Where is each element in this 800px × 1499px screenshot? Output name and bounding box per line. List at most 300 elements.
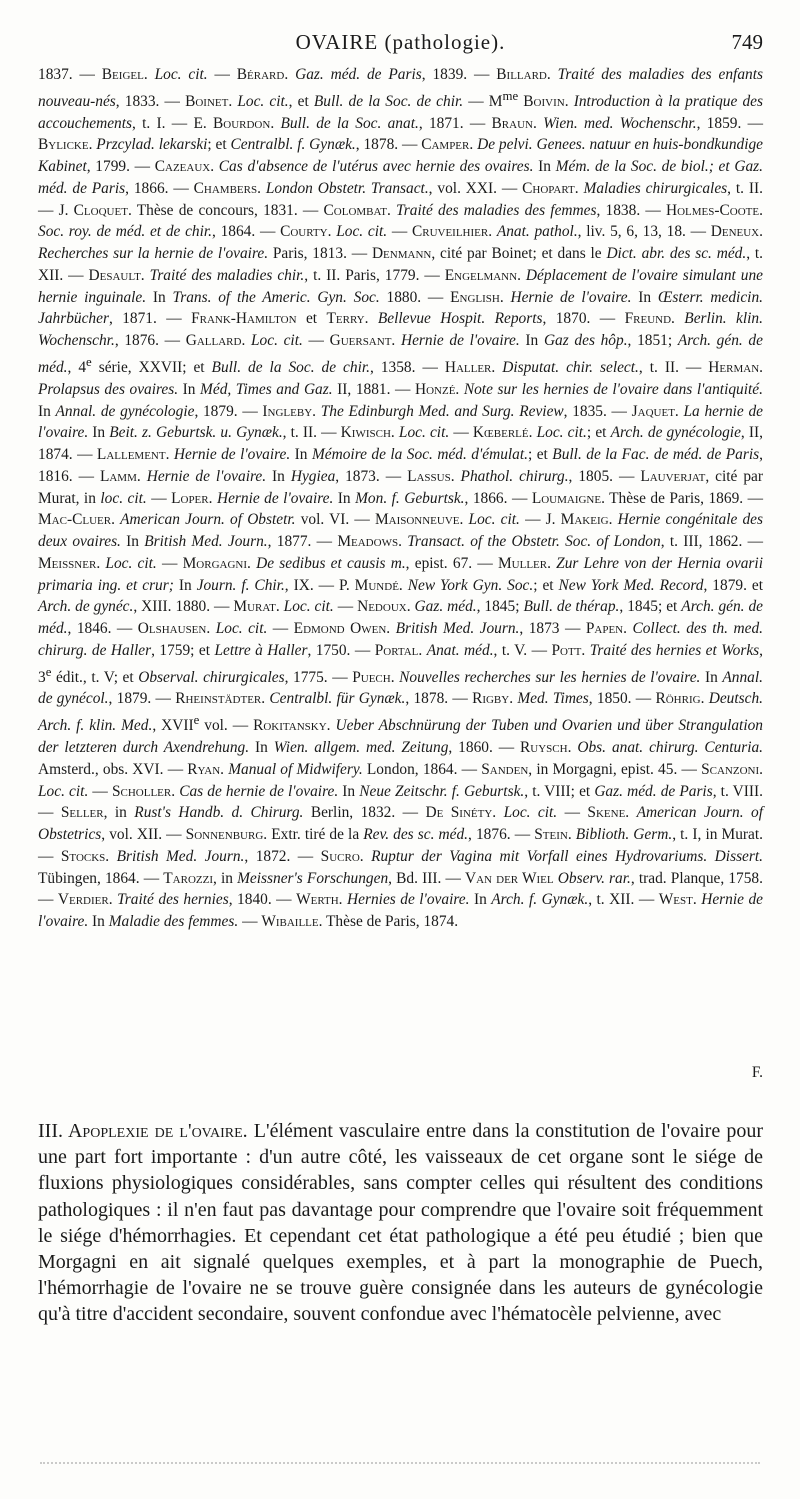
section-body: L'élément vasculaire entre dans la constitution de l'ovaire pour une part fort importante : d'un autre côté, les vaisseaux de cet organe sont le siége de fluxions physiologiques considérables, sans compter celles qui résultent des conditions pathologiques : il n'en faut pas davantage pour comprendre que l'ovaire soit fréquemment le siége d'hémorrhagies. Et cependant cet état pathologique a été peu étudié ; bien que Morgagni en ait signalé quelques exemples, et à part la monographie de Puech, l'hémorrhagie de l'ovaire ne se trouve guère consignée dans les auteurs de gynécologie qu'à titre d'accident secondaire, souvent confondue avec l'hématocèle pelvienne, avec <box>38 1120 763 1326</box>
bib-title: Beit. z. Geburtsk. u. Gynæk. <box>109 424 283 442</box>
bib-text: — <box>238 913 262 930</box>
bib-author: Kœberlé <box>472 424 529 442</box>
bib-text: . <box>143 66 155 83</box>
bib-title: Annal. de gynécologie <box>55 402 195 420</box>
bib-author: Ingleby <box>262 402 313 420</box>
bib-text: , 1839. — <box>421 66 497 83</box>
bib-text: , 1876. — <box>468 826 535 843</box>
bib-text: . <box>275 598 284 616</box>
bib-text: , t. VIII; et <box>524 782 595 800</box>
bib-title: Hernie de l'ovaire. <box>173 446 291 463</box>
bib-title: Traité des maladies des enfants nouveau-nés <box>38 66 763 110</box>
bib-text: . <box>241 332 251 350</box>
bib-title: Hernie de l'ovaire. <box>146 467 267 485</box>
bib-author: Muller <box>497 554 548 572</box>
bib-text: , 1840. — <box>228 891 297 909</box>
bib-text: , cité par Murat, in <box>38 467 763 507</box>
bib-author: Ryan <box>187 760 221 778</box>
bib-text: . <box>140 266 150 284</box>
bib-text: . <box>567 826 576 843</box>
bib-title: Disputat. chir. select. <box>502 359 639 376</box>
bib-text: ; et <box>207 136 231 154</box>
bib-author: Bérard <box>236 66 285 83</box>
bib-text: , t. V. — <box>493 641 552 659</box>
bib-author: Guersant <box>329 332 392 350</box>
bib-text: . <box>623 620 633 637</box>
bib-text: — <box>557 804 588 822</box>
bib-author: Edmond Owen <box>293 620 387 637</box>
bib-superscript: e <box>193 713 200 728</box>
bib-title: Bellevue Hospit. Reports <box>377 310 543 328</box>
bib-title: Bull. de thérap. <box>523 598 620 616</box>
bib-title: Gaz. méd. de Paris <box>594 782 713 800</box>
bib-author: Camper <box>421 136 470 154</box>
bib-text: , XIII. 1880. — <box>133 598 234 616</box>
bib-text: , 1845; et <box>619 598 682 616</box>
bib-author: Chambers <box>193 179 258 197</box>
bleed-through-line <box>40 1462 760 1468</box>
bib-text: . <box>459 511 469 529</box>
bib-author: Maisonneuve <box>374 511 460 529</box>
bib-text: . <box>208 489 217 507</box>
bib-text: . <box>700 690 709 708</box>
bib-text: — <box>302 332 330 350</box>
bib-text: . <box>96 554 106 572</box>
bib-author: Sucro <box>320 847 360 865</box>
bib-text: . <box>759 201 763 219</box>
bib-text: , 1873 — <box>519 620 586 637</box>
bib-title: Annal. de gynécol. <box>38 668 763 708</box>
bib-author: Desault <box>88 266 141 284</box>
bib-title: Ruptur der Vagina mit Vorfall eines Hydrovariums. Dissert. <box>371 847 763 865</box>
bib-author: Beigel <box>101 66 144 83</box>
bib-text: , liv. 5, 6, 13, 18. — <box>577 223 711 241</box>
bib-text: . <box>391 332 401 350</box>
bib-title: Loc. cit. <box>336 223 388 241</box>
bib-title: Loc. cit. <box>215 620 268 637</box>
bib-title: loc. cit. <box>100 489 147 507</box>
bib-text: 1880. — <box>379 288 451 306</box>
bib-author: Wibaille <box>261 913 319 930</box>
bib-title: Ueber Abschnürung der Tuben und Ovarien und über Strangulation der letzteren durch Axendrehung. <box>38 717 763 756</box>
bib-text: Berlin, 1832. — <box>303 804 426 822</box>
bib-text: , 1871. — <box>418 114 492 132</box>
bib-title: Loc. cit. <box>237 92 289 110</box>
bib-author: Mundé <box>354 576 399 594</box>
bib-title: Bull. de la Soc. anat. <box>280 114 419 132</box>
bib-title: New York Gyn. Soc. <box>407 576 534 594</box>
bib-text: vol. — <box>199 717 254 735</box>
bib-text: , 1879. — <box>108 690 176 708</box>
bib-text: . <box>674 402 684 420</box>
bib-text: . <box>488 223 497 241</box>
bib-text: , in <box>213 869 238 887</box>
bib-text: série, XXVII; et <box>91 359 212 376</box>
bib-author: English <box>450 288 500 306</box>
bib-text: In <box>146 288 173 306</box>
bib-author: Röhrig <box>655 690 701 708</box>
bib-title: Traité des maladies chir. <box>149 266 305 284</box>
bib-text: Paris, 1813. — <box>268 245 372 263</box>
running-title: OVAIRE (pathologie). <box>295 30 506 54</box>
bib-text: In <box>249 739 274 756</box>
bib-author: Boinet <box>185 92 229 110</box>
bib-text: . <box>418 641 427 659</box>
bib-text: In <box>469 891 492 909</box>
bib-author: Loper <box>171 489 209 507</box>
bib-text: . <box>326 717 336 735</box>
bib-author: Billard <box>496 66 547 83</box>
bib-title: Hernie congénitale des deux ovaires. <box>38 511 763 550</box>
bib-title: Maladies chirurgicales <box>583 179 728 197</box>
bib-title: Hygiea <box>290 467 336 485</box>
section-apoplexie <box>38 1118 763 1328</box>
bib-text: , 1838. — <box>596 201 666 219</box>
bib-text: In <box>88 913 109 930</box>
bib-author: Tarozzi <box>163 869 213 887</box>
bib-text: , 1759; et <box>151 641 215 659</box>
bib-author: Bourdon <box>212 114 271 132</box>
bib-author: Lallement <box>96 446 166 463</box>
bib-text: ; et <box>533 576 559 594</box>
bib-superscript: e <box>86 354 92 369</box>
bib-title: Arch. de gynéc. <box>38 598 134 616</box>
bib-author: Lamm <box>99 467 137 485</box>
bib-title: Wien. med. Wochenschr. <box>543 114 697 132</box>
bib-text: . Thèse de Paris, 1869. — <box>601 489 763 507</box>
bib-author: Sonnenburg <box>185 826 264 843</box>
bib-text: — <box>267 620 294 637</box>
bib-text: . <box>390 668 400 686</box>
bib-title: Manual of Midwifery. <box>228 760 363 778</box>
bib-text: , t. VIII. — <box>38 782 763 822</box>
bib-title: Nouvelles recherches sur les hernies de l'ovaire. <box>399 668 701 686</box>
bib-author: Colombat <box>323 201 387 219</box>
bib-text: , 1850. — <box>588 690 656 708</box>
bib-title: Loc. cit. <box>105 554 157 572</box>
bib-title: Dict. abr. des sc. méd. <box>606 245 747 263</box>
bib-text: . <box>499 288 511 306</box>
bib-title: De sedibus et causis m. <box>256 554 406 572</box>
bib-text: . <box>547 554 557 572</box>
bib-title: Med. Times <box>517 690 589 708</box>
bib-text: . <box>567 739 578 756</box>
bib-text: , 1358. — <box>370 359 445 376</box>
bib-text: , 1845; <box>476 598 524 616</box>
bib-title: Transact. of the Obstetr. Soc. of London <box>407 533 661 550</box>
bib-title: De pelvi. Genees. natuur en huis-bondkundige Kabinet <box>38 136 764 176</box>
bib-text: . <box>88 136 97 154</box>
bib-title: Gaz. méd. <box>414 598 477 616</box>
bib-title: Traité des maladies des femmes <box>396 201 597 219</box>
bib-text: . <box>671 310 685 328</box>
bib-title: Obs. anat. chirurg. Centuria. <box>577 739 764 756</box>
bib-author: Holmes-Coote <box>666 201 760 219</box>
bib-text: . <box>492 804 504 822</box>
bib-text: . <box>692 891 702 909</box>
bib-title: Loc. cit. <box>154 66 208 83</box>
bib-author: Ruysch <box>520 739 568 756</box>
bib-text: , 1876. — <box>114 332 186 350</box>
bib-title: Note sur les hernies de l'ovaire dans l'antiquité. <box>463 380 763 398</box>
bib-superscript: e <box>45 664 52 679</box>
bib-text: , 1805. — <box>568 467 641 485</box>
bib-title: Loc. cit. <box>503 804 558 822</box>
bib-title: Deutsch. Arch. f. klin. Med. <box>38 690 763 735</box>
bib-text: , 1864. — <box>212 223 281 241</box>
bib-title: Arch. de gynécologie <box>610 424 741 442</box>
bib-text: , t. XII. — <box>588 891 659 909</box>
bib-text: . <box>261 690 270 708</box>
bib-text: . <box>111 511 121 529</box>
bib-author: Meissner <box>38 554 97 572</box>
bib-title: Bull. de la Soc. de chir. <box>313 92 464 110</box>
bib-text: , Bd. III. — <box>388 869 465 887</box>
bib-text: . Extr. tiré de la <box>263 826 364 843</box>
bib-text: . <box>759 223 763 241</box>
bib-title: American Journ. of Obstetrics <box>38 804 763 843</box>
bib-text: , 1871. — <box>108 310 192 328</box>
bib-author: Scanzoni <box>701 760 760 778</box>
bib-text: In <box>266 467 291 485</box>
bib-text: In <box>120 533 145 550</box>
bib-title: Wien. allgem. med. Zeitung <box>273 739 449 756</box>
bib-text: . <box>220 760 229 778</box>
bib-text: . <box>171 782 180 800</box>
bib-title: Méd, Times and Gaz. <box>200 380 333 398</box>
bib-text: — <box>207 66 237 83</box>
bib-author: Stocks <box>60 847 106 865</box>
bib-text: , 1835. — <box>563 402 632 420</box>
bib-author: Bylicke <box>38 136 89 154</box>
bib-title: Observal. chirurgicales <box>138 668 285 686</box>
bib-text: . <box>228 92 238 110</box>
bib-author: Deneux <box>710 223 760 241</box>
bib-text: , 1860. — <box>448 739 521 756</box>
bib-text: . <box>528 424 537 442</box>
bib-author: Freund <box>624 310 672 328</box>
bib-title: Prolapsus des ovaires. <box>38 380 179 398</box>
bib-text: , 1833. — <box>115 92 186 110</box>
bib-text: . <box>364 310 378 328</box>
bib-text: , epist. 67. — <box>405 554 498 572</box>
bib-author: Van der Wiel <box>464 869 554 887</box>
bib-text: , 1859. — <box>696 114 763 132</box>
bib-author: Lassus <box>407 467 451 485</box>
bib-text: , t. XII. — <box>38 245 763 284</box>
bib-title: Cas d'absence de l'utérus avec hernie des ovaires. <box>218 158 534 176</box>
bib-text: , 1870. — <box>542 310 625 328</box>
bib-text: II, 1881. — <box>332 380 415 398</box>
bib-text: édit., t. V; et <box>51 668 139 686</box>
bib-author: Boivin <box>523 92 565 110</box>
bib-author: Papen <box>585 620 624 637</box>
bib-author: Portal <box>374 641 419 659</box>
bib-title: Loc. cit. <box>536 424 587 442</box>
bib-text: In <box>38 402 56 420</box>
bib-author: Honzé <box>414 380 456 398</box>
bib-author: Makeig <box>560 511 609 529</box>
bib-text: In <box>700 668 723 686</box>
page-number: 749 <box>731 30 763 54</box>
bib-text: . <box>105 847 117 865</box>
bib-author: Haller <box>444 359 492 376</box>
bib-text: , 4 <box>67 359 87 376</box>
bib-author: De Sinéty <box>425 804 493 822</box>
bib-text: ; et <box>528 446 553 463</box>
bib-text: , 1873. — <box>335 467 408 485</box>
bib-author: Verdier <box>57 891 109 909</box>
bib-text: . <box>165 446 174 463</box>
bib-text: — M <box>463 92 503 110</box>
bib-author: Herman <box>708 359 760 376</box>
bib-title: Gaz des hôp. <box>543 332 628 350</box>
bib-text: In <box>178 380 201 398</box>
bib-title: Loc. cit. <box>468 511 520 529</box>
bib-text: — <box>333 598 358 616</box>
bib-title: Berlin. klin. Wochenschr. <box>38 310 763 350</box>
bib-title: Anat. méd. <box>426 641 494 659</box>
bib-text: — <box>156 554 183 572</box>
bib-text: . Thèse de concours, 1831. — <box>127 201 324 219</box>
bib-title: Biblioth. Germ. <box>575 826 673 843</box>
bib-text: , II, 1874. — <box>38 424 763 463</box>
bib-text: , 1879. et <box>703 576 764 594</box>
bib-title: Mémoire de la Soc. méd. d'émulat. <box>311 446 528 463</box>
bib-text: , t. I. — E. <box>132 114 213 132</box>
bib-superscript: me <box>502 88 519 103</box>
bib-title: Hernies de l'ovaire. <box>347 891 470 909</box>
bib-title: Observ. rar. <box>557 869 631 887</box>
bib-text: vol. VI. — <box>295 511 375 529</box>
bib-title: Centralbl. f. Gynæk. <box>230 136 356 154</box>
bib-author: Pott <box>551 641 582 659</box>
bib-author: Cloquet <box>73 201 128 219</box>
bib-title: Rev. des sc. méd. <box>363 826 469 843</box>
bib-title: Traité des hernies et Works <box>589 641 760 659</box>
bib-title: Loc. cit. <box>38 782 89 800</box>
bib-text: In <box>333 489 356 507</box>
bib-author: Terry <box>326 310 365 328</box>
bib-text: ; et <box>586 424 611 442</box>
bib-text: , vol. XXI. — <box>428 179 523 197</box>
bib-text: . <box>450 467 461 485</box>
bib-text: . <box>108 891 118 909</box>
bib-text: . <box>390 424 399 442</box>
bib-title: Hernie de l'ovaire. <box>510 288 632 306</box>
bib-text: In <box>173 576 197 594</box>
bib-title: New York Med. Record <box>558 576 704 594</box>
bib-title: Meissner's Forschungen <box>237 869 389 887</box>
bib-author: Engelmann <box>444 266 518 284</box>
bib-text: London, 1864. — <box>362 760 482 778</box>
bib-title: Maladie des femmes. <box>108 913 239 930</box>
bib-title: Anat. pathol. <box>496 223 578 241</box>
bib-title: Rust's Handb. d. Chirurg. <box>134 804 304 822</box>
bib-text: In <box>631 288 658 306</box>
bib-text: . <box>574 179 584 197</box>
bib-text: . <box>564 92 574 110</box>
bib-text: . <box>270 114 281 132</box>
bib-title: The Edinburgh Med. and Surg. Review <box>320 402 564 420</box>
bib-text: , XVII <box>152 717 194 735</box>
bib-text: , 1851; <box>627 332 678 350</box>
bib-text: . Thèse de Paris, 1874. <box>318 913 459 930</box>
bib-author: Jaquet <box>631 402 675 420</box>
bib-text: et <box>296 310 327 328</box>
bib-text: . <box>517 266 526 284</box>
author-signature: F. <box>751 1064 763 1081</box>
bib-author: Braun <box>491 114 533 132</box>
bib-author: Gallard <box>185 332 242 350</box>
bib-text: , 1866. — <box>464 489 532 507</box>
bib-author: Cazeaux <box>154 158 211 176</box>
bib-text: , t. III, 1862. — <box>660 533 763 550</box>
bib-text: , t. II. Paris, 1779. — <box>304 266 445 284</box>
bib-title: London Obstetr. Transact. <box>265 179 429 197</box>
bib-text: , cité par Boinet; et dans le <box>431 245 607 263</box>
bib-text: , 3 <box>38 641 764 686</box>
bib-text: . <box>581 641 590 659</box>
bib-title: Phathol. chirurg. <box>460 467 569 485</box>
bib-text: , t. II. — J. <box>38 179 763 219</box>
bib-title: American Journ. of Obstetr. <box>120 511 296 529</box>
bib-title: Trans. of the Americ. Gyn. Soc. <box>172 288 380 306</box>
bib-text: , 1750. — <box>307 641 375 659</box>
bib-title: Centralbl. für Gynæk. <box>269 690 406 708</box>
bib-title: Œsterr. medicin. Jahrbücher <box>38 288 763 328</box>
bib-author: Nedoux <box>357 598 407 616</box>
bib-text: . <box>532 114 544 132</box>
bib-title: Arch. gén. de méd. <box>38 332 763 376</box>
bib-text: , 1799. — <box>86 158 155 176</box>
bib-text: , 1877. — <box>267 533 338 550</box>
bib-author: Denmann <box>371 245 432 263</box>
bib-title: Loc. cit. <box>283 598 334 616</box>
bib-author: Puech <box>352 668 391 686</box>
bib-text: , 1879. — <box>194 402 263 420</box>
running-header <box>38 30 763 60</box>
bib-text: . <box>759 760 763 778</box>
bib-title: Traité des hernies <box>117 891 229 909</box>
bib-text: . <box>509 690 518 708</box>
bib-text: — <box>146 489 172 507</box>
bibliography-block <box>38 64 763 933</box>
bib-title: Przcylad. lekarski <box>96 136 208 154</box>
bib-title: Hernie de l'ovaire. <box>38 891 763 930</box>
bib-text: , 1872. — <box>244 847 321 865</box>
bib-text: Tübingen, 1864. — <box>38 869 164 887</box>
bib-author: Lauverjat <box>640 467 706 485</box>
bib-text: . <box>406 598 415 616</box>
bib-author: Seller <box>60 804 104 822</box>
bib-text: . <box>338 891 348 909</box>
bib-text: , 1866. — <box>125 179 194 197</box>
bib-title: Mém. de la Soc. de biol.; et Gaz. méd. de Paris <box>38 158 763 197</box>
bib-text: . <box>206 620 216 637</box>
bib-title: Hernie de l'ovaire. <box>216 489 334 507</box>
bib-text: . <box>398 533 408 550</box>
bib-title: Neue Zeitschr. f. Geburtsk. <box>359 782 525 800</box>
bib-title: Loc. cit. <box>398 424 450 442</box>
bib-title: Collect. des th. med. chirurg. de Haller <box>38 620 763 659</box>
bib-title: Arch. f. Gynæk. <box>491 891 589 909</box>
bib-text: , 1846. — <box>67 620 138 637</box>
bib-text: . <box>359 847 372 865</box>
bib-text: . <box>398 576 408 594</box>
bib-title: La hernie de l'ovaire. <box>38 402 763 442</box>
bib-title: Mon. f. Geburtsk. <box>355 489 465 507</box>
